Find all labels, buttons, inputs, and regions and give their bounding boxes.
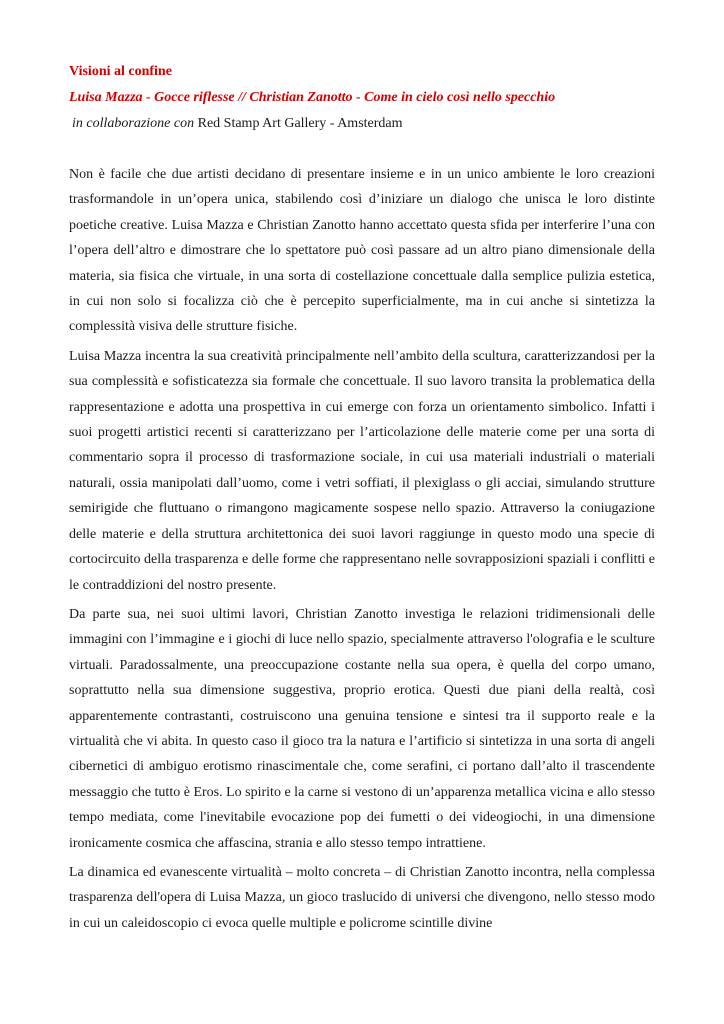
document-page: [69, 62, 655, 940]
paragraph-intro: Non è facile che due artisti decidano di presentare insieme e in un unico ambiente le loro creazioni trasformandole in un’opera unica, stabilendo così d’iniziare un dialogo che unisca le loro distinte poetiche creative. Luisa Mazza e Christian Zanotto hanno accettato questa sfida per interferire l’una con l’opera dell’altro e dimostrare che lo spettatore può così passare ad un altro piano dimensionale della materia, sia fisica che virtuale, in una sorta di costellazione concettuale dalla semplice pulizia estetica, in cui non solo si focalizza ciò che è percepito superficialmente, ma in cui anche si sintetizza la complessità visiva delle strutture fisiche.: [69, 167, 655, 335]
collaboration-name: Red Stamp Art Gallery - Amsterdam: [197, 116, 403, 131]
document-title: Visioni al confine: [69, 64, 172, 79]
document-subtitle: Luisa Mazza - Gocce riflesse // Christian Zanotto - Come in cielo così nello specchio: [69, 90, 556, 105]
paragraph-luisa-mazza: Luisa Mazza incentra la sua creatività principalmente nell’ambito della scultura, caratterizzandosi per la sua complessità e sofisticatezza sia formale che concettuale. Il suo lavoro transita la problematica della rappresentazione e adotta una prospettiva in cui emerge con forza un orientamento simbolico. Infatti i suoi progetti artistici recenti si caratterizzano per l’articolazione delle materie come per una sorta di commentario sopra il processo di trasformazione sociale, in cui usa materiali industriali o materiali naturali, ossia manipolati dall’uomo, come i vetri soffiati, il plexiglass o gli acciai, simulando strutture semirigide che fluttuano o rimangono magicamente sospese nello spazio. Attraverso la coniugazione delle materie e della struttura architettonica dei suoi lavori raggiunge in questo modo una specie di cortocircuito della trasparenza e delle forme che rappresentano nelle sovrapposizioni spaziali i conflitti e le contraddizioni del nostro presente.: [69, 348, 655, 593]
paragraph-dinamica: La dinamica ed evanescente virtualità – molto concreta – di Christian Zanotto incontra, nella complessa trasparenza dell'opera di Luisa Mazza, un gioco traslucido di universi che divengono, nello stesso modo in cui un caleidoscopio ci evoca quelle multiple e policrome scintille divine: [69, 864, 655, 931]
collaboration-line: [69, 114, 655, 134]
paragraph-christian-zanotto: Da parte sua, nei suoi ultimi lavori, Christian Zanotto investiga le relazioni tridimensionali delle immagini con l’immagine e i giochi di luce nello spazio, specialmente attraverso l'olografia e le sculture virtuali. Paradossalmente, una preoccupazione costante nella sua opera, è quella del corpo umano, soprattutto nella sua dimensione suggestiva, proprio erotica. Questi due piani della realtà, così apparentemente contrastanti, costruiscono una genuina tensione e sintesi tra il supporto reale e la virtualità che vi abita. In questo caso il gioco tra la natura e l’artificio si sintetizza in una sorta di angeli cibernetici di ambiguo erotismo rinascimentale che, come serafini, ci portano dall’alto il trascendente messaggio che tutto è Eros. Lo spirito e la carne si vestono di un’apparenza metallica vicina e allo stesso tempo mediata, come l'inevitabile evocazione pop dei fumetti o dei videogiochi, in una dimensione ironicamente cosmica che affascina, strania e allo stesso tempo intrattiene.: [69, 606, 655, 851]
collaboration-prefix: in collaborazione con: [72, 116, 195, 131]
